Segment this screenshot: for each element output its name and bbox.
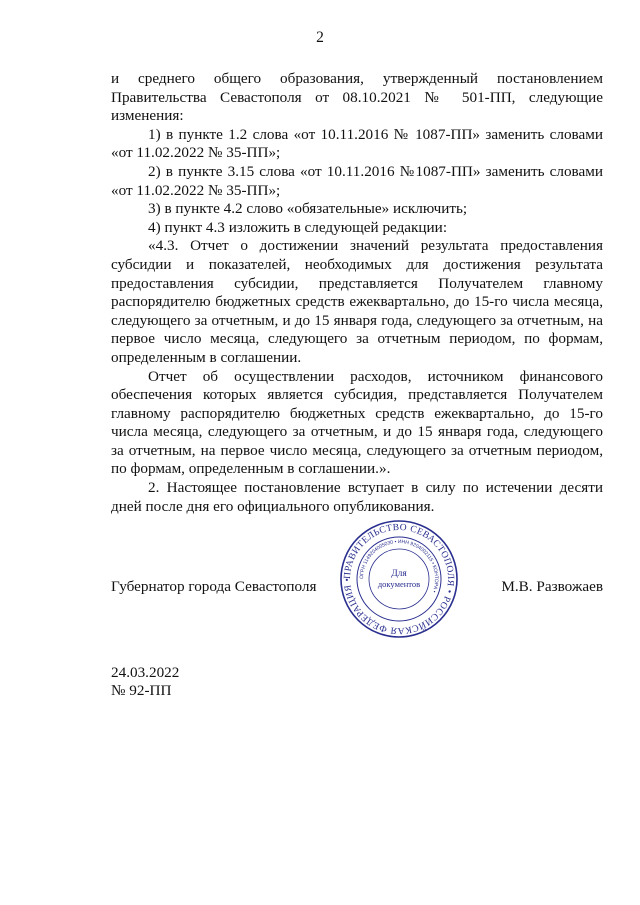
seal-center-line-1: Для [391, 569, 407, 579]
seal-center-line-2: документов [377, 579, 421, 589]
paragraph-expenses-report: Отчет об осуществлении расходов, источником финансового обеспечения которых является субсидия, представляется Получателем главному распорядителю бюджетных средств ежеквартально, до 15-го числа месяца, следующего за отчетным, и до 15 января года, следующего за отчетным, на первое число месяца, следующего за отчетным периодом, по формам, определенным в соглашении.». [111, 367, 603, 478]
paragraph-item-2: 2) в пункте 3.15 слова «от 10.11.2016 №1087-ПП» заменить словами «от 11.02.2022 № 35-ПП»; [111, 162, 603, 199]
paragraph-effective-date: 2. Настоящее постановление вступает в силу по истечении десяти дней после дня его официального опубликования. [111, 479, 603, 515]
document-number: № 92-ПП [111, 682, 172, 699]
paragraph-item-4: 4) пункт 4.3 изложить в следующей редакции: [148, 218, 448, 236]
seal-inner-text: ОГРН 1149204005030 • ИНН 9204002115 • КОНТОРА • [358, 538, 440, 594]
paragraph-item-3: 3) в пункте 4.2 слово «обязательные» исключить; [148, 200, 468, 218]
seal-outer-text: ПРАВИТЕЛЬСТВО СЕВАСТОПОЛЯ • РОССИЙСКАЯ ФЕДЕРАЦИЯ • [342, 522, 456, 636]
paragraph-item-1: 1) в пункте 1.2 слова «от 10.11.2016 № 1087-ПП» заменить словами «от 11.02.2022 № 35-ПП»; [111, 125, 603, 162]
official-seal [339, 519, 459, 639]
document-date: 24.03.2022 [111, 664, 180, 681]
signatory-name: М.В. Развожаев [501, 578, 603, 595]
signatory-position: Губернатор города Севастополя [111, 578, 317, 595]
paragraph-intro: и среднего общего образования, утвержденный постановлением Правительства Севастополя от 08.10.2021 № 501-ПП, следующие изменения: [111, 70, 603, 125]
seal-stamp-icon [339, 519, 459, 639]
document-body [111, 70, 603, 516]
paragraph-clause-4-3: «4.3. Отчет о достижении значений результата предоставления субсидии и показателей, необходимых для достижения результата предоставления субсидии, представляется Получателем главному распорядителю бюджетных средств ежеквартально, до 15-го числа месяца, следующего за отчетным, и до 15 января года, следующего за отчетным, на первое число месяца, следующего за отчетным периодом, по формам, определенным в соглашении. [111, 237, 603, 366]
page-number: 2 [316, 29, 324, 46]
